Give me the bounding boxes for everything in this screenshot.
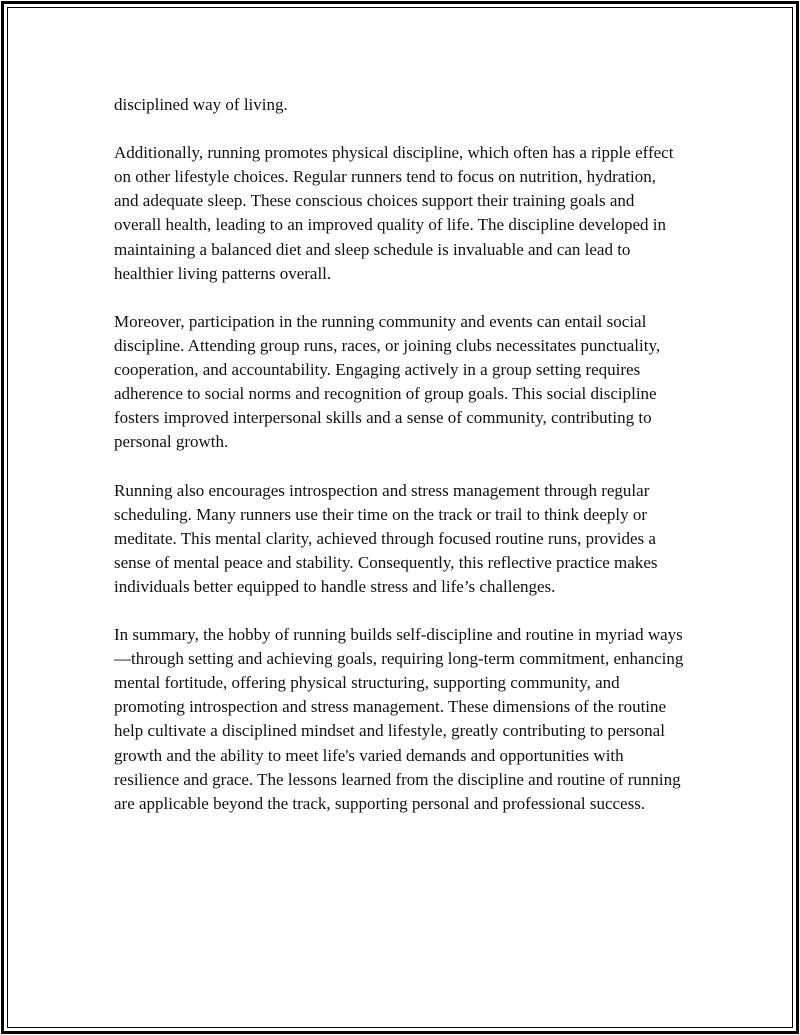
paragraph-introspection: Running also encourages introspection and stress management through regular scheduling. Many runners use their time on the track or trail to think deeply or meditate. This mental clarity, achieved through focused routine runs, provides a sense of mental peace and stability. Consequently, this reflective practice makes individuals better equipped to handle stress and life’s challenges. [114, 480, 658, 596]
paragraph-continuation: disciplined way of living. [114, 95, 288, 114]
paragraph-social-discipline: Moreover, participation in the running community and events can entail social discipline. Attending group runs, races, or joining clubs necessitates punctuality, cooperation, and accountability. Engaging actively in a group setting requires adherence to social norms and recognition of group goals. This social discipline fosters improved interpersonal skills and a sense of community, contributing to personal growth. [114, 311, 661, 452]
document-body [114, 93, 684, 840]
paragraph-physical-discipline: Additionally, running promotes physical discipline, which often has a ripple effect on other lifestyle choices. Regular runners tend to focus on nutrition, hydration, and adequate sleep. These conscious choices support their training goals and overall health, leading to an improved quality of life. The discipline developed in maintaining a balanced diet and sleep schedule is invaluable and can lead to healthier living patterns overall. [114, 143, 674, 283]
paragraph-summary: In summary, the hobby of running builds self-discipline and routine in myriad ways—through setting and achieving goals, requiring long-term commitment, enhancing mental fortitude, offering physical structuring, supporting community, and promoting introspection and stress management. These dimensions of the routine help cultivate a disciplined mindset and lifestyle, greatly contributing to personal growth and the ability to meet life's varied demands and opportunities with resilience and grace. The lessons learned from the discipline and routine of running are applicable beyond the track, supporting personal and professional success. [114, 625, 684, 813]
